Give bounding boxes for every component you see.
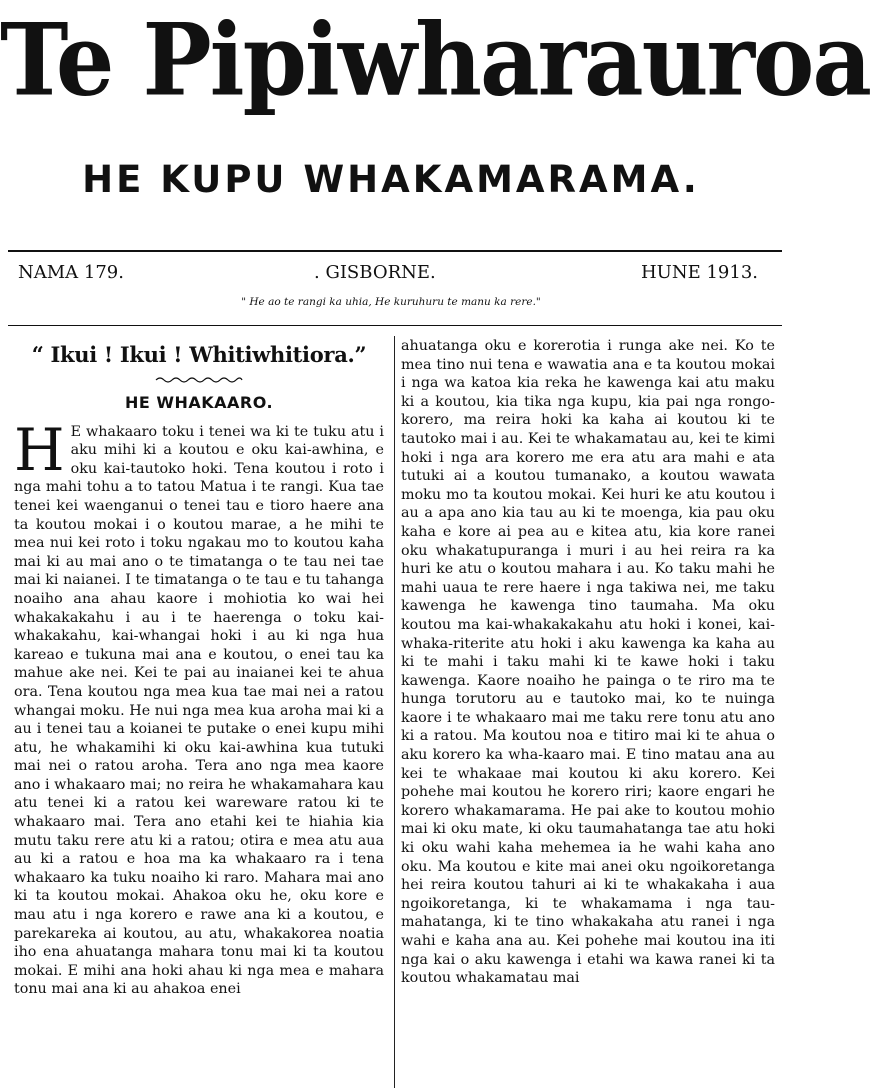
motto: " He ao te rangi ka uhia, He kuruhuru te manu ka rere." [241,296,541,308]
right-column [401,337,775,988]
issue-number: NAMA 179. [18,262,124,283]
issue-date: HUNE 1913. [640,262,758,283]
subtitle: HE KUPU WHAKAMARAMA. [82,158,700,201]
article-body-right: ahuatanga oku e korerotia i runga ake nei. Ko te mea tino nui tena e wawatia ana e ta koutou mokai i nga wa katoa kia reka he kawenga kai atu maku ki a koutou, kia tika nga kupu, kia pai nga rongo-korero, ma reira hoki ka kaha ai koutou ki te tautoko mai i au. Kei te whakamatau au, kei te kimi hoki i nga ara korero me era atu ara mahi e ata tutuki ai a koutou tumanako, a koutou wawata moku mo ta koutou mokai. Kei huri ke atu koutou i au a apa ano kia tau au ki te moenga, kia pau oku kaha e kore ai pea au e kitea atu, kia kore ranei oku whakatupuranga i muri i au hei reira ra ka huri ke atu o koutou mahara i au. Ko taku mahi he mahi uaua te rere haere i nga takiwa nei, me taku kawenga he kawenga tino taumaha. Ma oku koutou ma kai-whakakakahu atu hoki i konei, kai-whaka-riterite atu hoki i aku kawenga ka kaha au ki te mahi i taku mahi ki te kawe hoki i taku kawenga. Kaore noaiho he painga o te riro ma te hunga torutoru au e tautoko mai, ko te nuinga kaore i te whakaaro mai me taku rere tonu atu ano ki a ratou. Ma koutou noa e titiro mai ki te ahua o aku korero ka wha-kaaro mai. E tino matau ana au kei te whakaae mai koutou ki aku korero. Kei pohehe mai koutou he korero riri; kaore engari he korero whakamarama. He pai ake to koutou mohio mai ki oku mate, ki oku taumahatanga tae atu hoki ki oku wahi kaha mehemea ia he wahi kaha ano oku. Ma koutou e kite mai anei oku ngoikoretanga hei reira koutou tahuri ai ki te whakakaha i aua ngoikoretanga, ki te whakamama i nga tau-mahatanga, ki te tino whakakaha atu ranei i nga wahi e kaha ana au. Kei pohehe mai koutou ina iti nga kai o aku kawenga i etahi wa kawa ranei ki ta koutou whakamatau mai [401,338,775,987]
article-text-left: E whakaaro toku i tenei wa ki te tuku atu i aku mihi ki a koutou e oku kai-awhina, e oku kai-tautoko hoki. Tena koutou i roto i nga mahi tohu a to tatou Matua i te rangi. Kua tae tenei kei waenganui o tenei tau e tioro haere ana ta koutou mokai i o koutou marae, a he mihi te mea nui kei roto i toku ngakau mo to koutou kaha mai ki au mai ano o te timatanga o te tau nei tae mai ki naianei. I te timatanga o te tau e tu tahanga noaiho ana ahau kaore i mohiotia ko wai hei whakakakahu i au i te haerenga o toku kai-whakakahu, kai-whangai hoki i au ki nga hua kareao e tukuna mai ana e koutou, o enei tau ka mahue ake nei. Kei te pai au inaianei kei te ahua ora. Tena koutou nga mea kua tae mai nei a ratou whangai moku. He nui nga mea kua aroha mai ki a au i tenei tau a koianei te putake o enei kupu mihi atu, he whakamihi ki oku kai-awhina kua tutuki mai nei o ratou aroha. Tera ano nga mea kaore ano i whakaaro mai; no reira he whakamahara kau atu tenei ki a ratou kei wareware ratou ki te whakaaro mai. Tera ano etahi kei te hiahia kia mutu taku rere atu ki a ratou; otira e mea atu aua au ki a ratou e hoa ma ka whakaaro ra i tena whakaaro ka tuku noaiho ki raro. Mahara mai ano ki ta koutou mokai. Ahakoa oku he, oku kore e mau atu i nga korero e rawe ana ki a koutou, e parekareka ai koutou, au atu, whakakorea noatia iho ena ahuatanga mahara tonu mai ki ta koutou mokai. E mihi ana hoki ahau ki nga mea e mahara tonu mai ana ki au ahakoa enei [14,423,384,998]
issue-bar [18,262,758,288]
masthead-title: Te Pipiwharauroa [0,1,870,119]
drop-cap: H [14,415,65,484]
header-bottom-rule [8,325,782,326]
section-heading: HE WHAKAARO. [124,393,274,412]
article-body-left [14,415,384,999]
column-divider [394,336,395,1088]
article-title: “ Ikui ! Ikui ! Whitiwhitiora.” [31,342,367,367]
title-ornament [154,376,244,384]
top-rule [8,250,782,252]
left-column [14,338,384,999]
issue-place: . GISBORNE. [314,262,436,283]
